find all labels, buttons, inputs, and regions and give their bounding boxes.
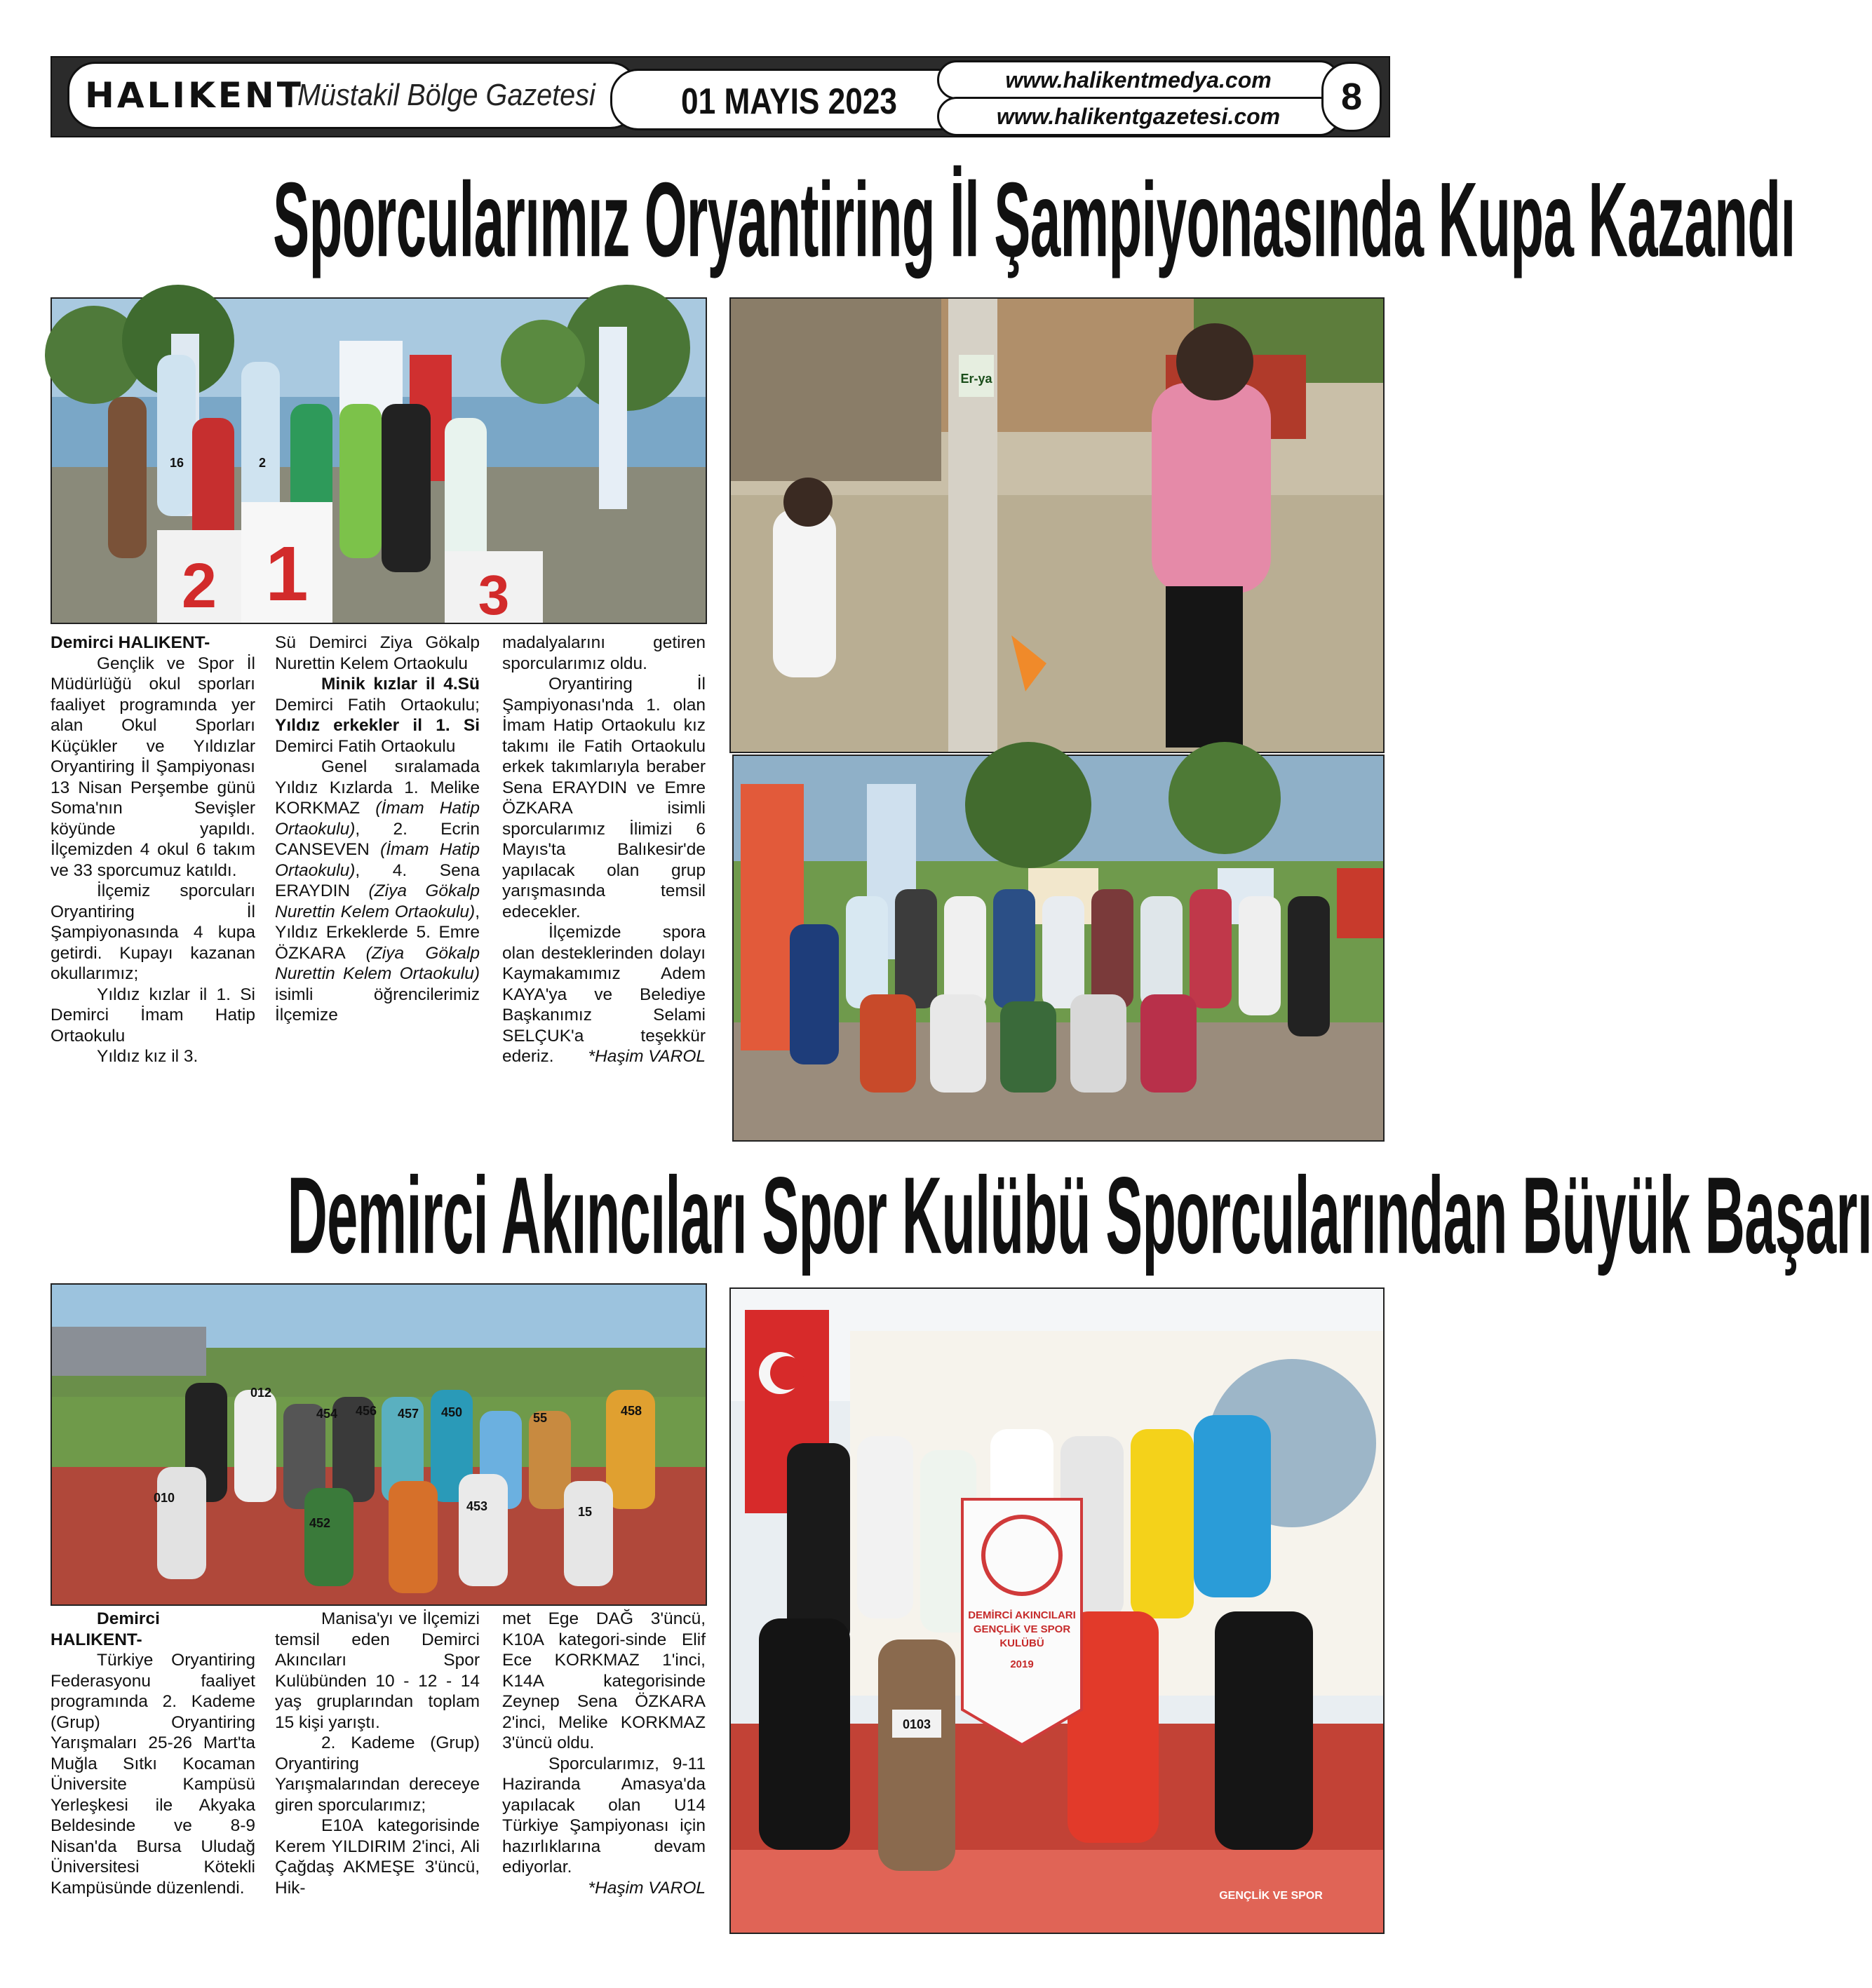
masthead: [50, 56, 1390, 137]
website-link-1[interactable]: www.halikentmedya.com: [1005, 67, 1272, 93]
article2-col1-p1: Türkiye Oryantiring Federasyonu faaliyet programında 2. Kademe (Grup) Oryantiring Yarışmaları 25-26 Mart'ta Muğla Sıtkı Kocaman Üniversite Kampüsü Yerleşkesi ile Akyaka Beldesinde ve 8-9 Nisan'da Bursa Uludağ Üniversitesi Kötekli Kampüsünde düzenlendi.: [50, 1651, 255, 1898]
article1-col3-p2: Oryantiring İl Şampiyonası'nda 1. olan İmam Hatip Ortaokulu kız takımı ile Fatih Ortaokulu erkek takımlarıyla beraber Sena ERAYDIN ve Emre ÖZKARA isimli sporcularımız İlimizi 6 Mayıs'ta Balıkesir'de yapılacak olan grup yarışmasında temsil edecekler.: [502, 675, 706, 921]
article1-col2-p3c: , 4. Sena ERAYDIN: [275, 860, 480, 900]
article1-col2-p3e: isimli öğrencilerimiz İlçemize: [275, 985, 480, 1025]
article1-credit: *Haşim VAROL: [588, 1047, 706, 1066]
track-bib-450: 450: [440, 1405, 463, 1419]
podium-digit-1: 1: [265, 531, 309, 617]
podium-bib-2: 2: [258, 456, 267, 470]
article1-col2-p3d: , Yıldız Erkeklerde 5. Emre ÖZKARA: [275, 902, 480, 963]
newspaper-brand: HALIKENT: [85, 75, 304, 116]
article2-col3-p2: Sporcularımız, 9-11 Haziranda Amasya'da yapılacak olan U14 Türkiye Şampiyonası için hazırlıklarına devam ediyorlar.: [502, 1754, 706, 1877]
article1-col2-bold1: Minik kızlar il 4.Sü: [321, 675, 480, 694]
article1-col1-p3: Yıldız kızlar il 1. Si Demirci İmam Hatip Ortaokulu: [50, 985, 255, 1046]
photo-podium: [50, 297, 707, 624]
article1-headline: Sporcularımız Oryantiring İl Şampiyonasında Kupa Kazandı: [273, 160, 1796, 279]
article2-column-1: [50, 1609, 255, 1898]
pennant-line-2: GENÇLİK VE SPOR: [973, 1623, 1071, 1635]
article1-col3-p1: madalyalarını getiren sporcularımız oldu.: [502, 633, 706, 673]
track-image: [52, 1285, 706, 1604]
article1-col2-p3i4: (Ziya Gökalp Nurettin Kelem Ortaokulu): [275, 943, 480, 983]
pennant-line-3: KULÜBÜ: [999, 1637, 1044, 1649]
pennant-photo-banner: GENÇLİK VE SPOR: [1219, 1890, 1323, 1902]
article2-byline: Demirci HALIKENT-: [50, 1609, 160, 1649]
article2-column-3: [502, 1609, 706, 1898]
checkpoint-image: [731, 299, 1383, 752]
article1-col2-text1: Demirci Fatih Ortaokulu;: [275, 695, 480, 715]
podium-bib-16: 16: [169, 456, 184, 470]
track-bib-012: 012: [250, 1386, 272, 1400]
article2-col2-p3: E10A kategorisinde Kerem YILDIRIM 2'inci, Ali Çağdaş AKMEŞE 3'üncü, Hik-: [275, 1816, 480, 1898]
article2-col3-p1: met Ege DAĞ 3'üncü, K10A kategori-sinde Elif Ece KORKMAZ 1'inci, K14A kategorisinde Zeynep Sena ÖZKARA 2'inci, Melike KORKMAZ 3'üncü oldu.: [502, 1609, 706, 1752]
article1-col2-p3i3: (Ziya Gökalp Nurettin Kelem Ortaokulu): [275, 881, 480, 921]
track-bib-452: 452: [309, 1516, 331, 1530]
track-bib-457: 457: [397, 1407, 419, 1421]
pennant-line-4: 2019: [1010, 1658, 1034, 1670]
pennant-image: [731, 1289, 1383, 1933]
photo-track: [50, 1283, 707, 1606]
article1-col2-text2: Demirci Fatih Ortaokulu: [275, 736, 456, 756]
photo-pennant: [729, 1287, 1385, 1934]
pennant-photo-bib: 0103: [902, 1717, 931, 1731]
article1-col1-p1: Gençlik ve Spor İl Müdürlüğü okul sporları faaliyet programında yer alan Okul Sporları Küçükler ve Yıldızlar Oryantiring İl Şampiyonası 13 Nisan Perşembe günü Soma'nın Sevişler köyünde yapıldı. İlçemizden 4 okul 6 takım ve 33 sporcumuz katıldı.: [50, 654, 255, 880]
photo-checkpoint: [729, 297, 1385, 753]
article2-credit: *Haşim VAROL: [588, 1878, 706, 1898]
group-image: [734, 756, 1383, 1140]
newspaper-tagline: Müstakil Bölge Gazetesi: [297, 78, 595, 112]
date-pill: [610, 69, 968, 130]
pennant-line-1: DEMİRCİ AKINCILARI: [968, 1609, 1076, 1621]
article1-column-2: [275, 633, 480, 1026]
article1-col2-p3i2: (İmam Hatip Ortaokulu): [275, 840, 480, 880]
article2-col2-p2: 2. Kademe (Grup) Oryantiring Yarışmalarından dereceye giren sporcularımız;: [275, 1733, 480, 1815]
podium-digit-2: 2: [181, 551, 217, 621]
article2-column-2: [275, 1609, 480, 1898]
article1-col2-p3i1: (İmam Hatip Ortaokulu): [275, 799, 480, 839]
website-pill-2: [937, 97, 1340, 136]
issue-date: 01 MAYIS 2023: [681, 81, 897, 122]
article1-col1-p2: İlçemiz sporcuları Oryantiring İl Şampiyonasında 4 kupa getirdi. Kupayı kazanan okullarımız;: [50, 881, 255, 983]
article1-byline: Demirci HALIKENT-: [50, 633, 210, 652]
track-bib-456: 456: [355, 1404, 377, 1418]
track-bib-454: 454: [316, 1407, 338, 1421]
article1-column-1: [50, 633, 255, 1067]
article2-col2-p1: Manisa'yı ve İlçemizi temsil eden Demirci Akıncıları Spor Kulübünden 10 - 12 - 14 yaş gruplarından toplam 15 kişi yarıştı.: [275, 1609, 480, 1732]
track-bib-010: 010: [153, 1491, 175, 1505]
article1-col3-p3: İlçemizde spora olan desteklerinden dolayı Kaymakamımız Adem KAYA'ya ve Belediye Başkanımız Selami SELÇUK'a teşekkür ederiz.: [502, 923, 706, 1066]
podium-digit-3: 3: [478, 564, 510, 626]
article1-col2-p1: Sü Demirci Ziya Gökalp Nurettin Kelem Ortaokulu: [275, 633, 480, 673]
website-pill-1: [937, 60, 1340, 100]
track-bib-15: 15: [577, 1505, 593, 1519]
photo-group: [732, 755, 1385, 1142]
website-link-2[interactable]: www.halikentgazetesi.com: [996, 104, 1281, 129]
pole-sign-label: Er-ya: [960, 372, 992, 386]
track-bib-55: 55: [532, 1411, 548, 1425]
brand-pill: [67, 62, 638, 129]
track-bib-458: 458: [620, 1404, 642, 1418]
article2-headline: Demirci Akıncıları Spor Kulübü Sporcularından Büyük Başarı: [287, 1154, 1872, 1276]
page-number: 8: [1321, 62, 1382, 132]
article1-col2-bold2: Yıldız erkekler il 1. Si: [275, 716, 480, 735]
article1-col2-p3a: Genel sıralamada Yıldız Kızlarda 1. Melike KORKMAZ: [275, 757, 480, 818]
track-bib-453: 453: [466, 1499, 488, 1513]
article1-column-3: [502, 633, 706, 1067]
podium-image: [52, 299, 706, 626]
article1-col2-p3b: , 2. Ecrin CANSEVEN: [275, 819, 480, 859]
article1-col1-p4: Yıldız kız il 3.: [97, 1047, 198, 1066]
